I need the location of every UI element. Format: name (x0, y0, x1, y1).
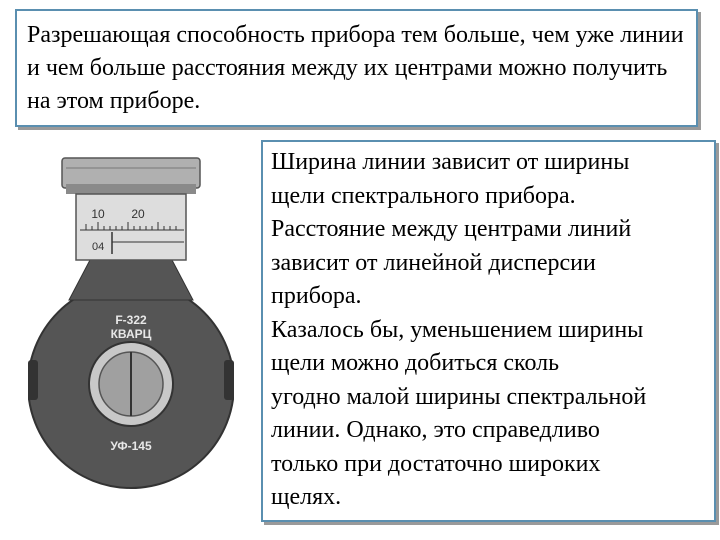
model-label: F-322 (115, 313, 147, 327)
left-knob (28, 360, 38, 400)
top-cap-rim (66, 184, 196, 194)
intro-paragraph: Разрешающая способность прибора тем больше, чем уже линии и чем больше расстояния между их центрами можно получить на этом приборе. (27, 22, 684, 114)
device-neck (69, 260, 193, 300)
detail-text-box (261, 140, 716, 522)
scale-label-04: 04 (92, 241, 105, 253)
series-label: УФ-145 (110, 439, 152, 453)
scale-label-20: 20 (131, 207, 145, 221)
scale-label-10: 10 (91, 207, 105, 221)
intro-text-box (15, 9, 698, 127)
detail-paragraph: Ширина линии зависит от ширины щели спектрального прибора. Расстояние между центрами линий зависит от линейной дисперсии прибора. Казалось бы, уменьшением ширины щели можно добиться сколь угодно малой ширины спектральной линии. Однако, это справедливо только при достаточно широких щелях. (271, 149, 647, 510)
spectral-slit-device-illustration (28, 150, 234, 520)
top-cap (62, 158, 200, 188)
material-label: КВАРЦ (110, 327, 152, 341)
right-knob (224, 360, 234, 400)
